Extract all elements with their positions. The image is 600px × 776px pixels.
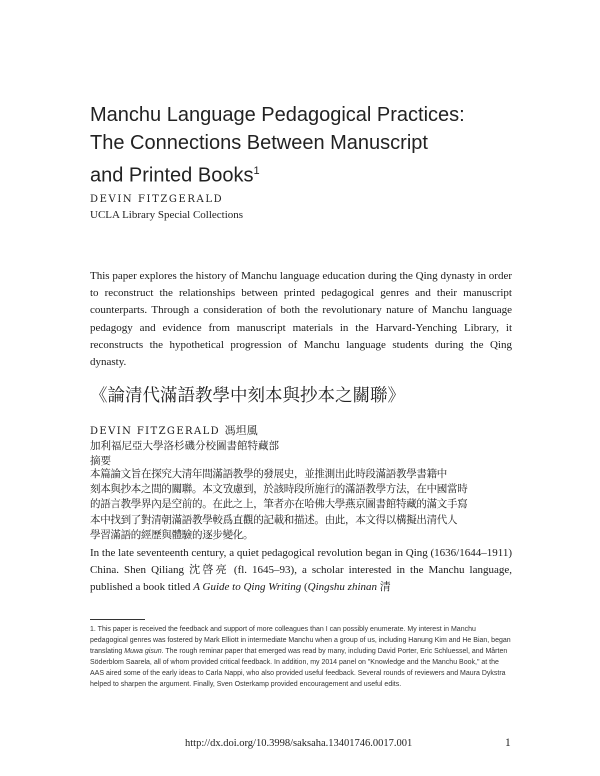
footnote-number: 1. bbox=[90, 626, 96, 633]
page-number: 1 bbox=[505, 737, 511, 749]
footnote-text-b: . The rough reminar paper that emerged was read by many, including David Porter, Eric Schluessel, and Mårten Söderblom Saarela, all of whom provided critical feedback. In addition, my 2014 panel on "Knowledge and the Manchu Book," at the AAS aired some of the early ideas to Carla Nappi, who also provided useful feedback. Several rounds of reviewers and Maura Dykstra helped to sharpen the argument. Finally, Sven Osterkamp provided encouragement and useful edits. bbox=[90, 648, 508, 688]
chinese-abstract-line-1: 本篇論文旨在探究大清年間滿語教學的發展史，並推測出此時段滿語教學書籍中 bbox=[90, 468, 447, 480]
chinese-abstract-line-2: 刻本與抄本之間的關聯。本文攷慮到，於該時段所施行的滿語教學方法，在中國當時 bbox=[90, 483, 468, 496]
body-paragraph bbox=[90, 545, 512, 596]
english-abstract: This paper explores the history of Manchu language education during the Qing dynasty in order to reconstruct the relationships between printed pedagogical genres and their manuscript counterparts. Through a consideration of both the revolutionary nature of Manchu language pedagogy and evidence from manuscript materials in the Harvard-Yenching Library, it reconstructs the hypothetical progression of Manchu language students during the Qing dynasty. bbox=[90, 270, 512, 369]
chinese-title: 《論清代滿語教學中刻本與抄本之關聯》 bbox=[90, 386, 405, 406]
article-title bbox=[90, 101, 530, 190]
chinese-author-latin: DEVIN FITZGERALD bbox=[90, 426, 221, 437]
chinese-author-name: 馮坦風 bbox=[224, 424, 258, 437]
footnote-divider bbox=[90, 619, 145, 620]
body-text-paren: ( bbox=[301, 581, 308, 593]
footnote-italic-term: Muwa gisun bbox=[124, 648, 162, 655]
doi-link[interactable]: http://dx.doi.org/10.3998/saksaha.13401746.0017.001 bbox=[185, 738, 413, 749]
body-text-end: 清 bbox=[377, 581, 391, 593]
chinese-abstract-line-4: 本中找到了對清朝滿語教學較爲直觀的記載和描述。由此，本文得以構擬出清代人 bbox=[90, 513, 458, 526]
chinese-abstract-line-3: 的語言教學界內是空前的。在此之上，筆者亦在哈佛大學燕京圖書館特藏的滿文手寫 bbox=[90, 498, 468, 511]
footnote-text-a: This paper is received the feedback and support of more colleagues than I can possibly enumerate. My interest in Manchu pedagogical genres was fostered by Mark Elliott in intermediate Manchu when a group of us, including Hanung Kim and He Bian, began translating bbox=[90, 626, 511, 655]
book-title: A Guide to Qing Writing bbox=[193, 581, 302, 593]
body-text-start: In the late seventeenth century, a quiet pedagogical revolution began in Qing (1636/1644–1911) China. Shen Qiliang 沈啓亮 (fl. 1645–93), a scholar interested in the Manchu language, published a book titled bbox=[90, 547, 512, 593]
title-line-1: Manchu Language Pedagogical Practices: bbox=[90, 104, 465, 126]
chinese-abstract-heading: 摘要 bbox=[90, 455, 111, 467]
author-affiliation: UCLA Library Special Collections bbox=[90, 209, 244, 221]
chinese-abstract-line-5: 學習滿語的經歷與體驗的逐步變化。 bbox=[90, 528, 254, 541]
author-name: DEVIN FITZGERALD bbox=[90, 194, 224, 205]
title-line-3-text: and Printed Books bbox=[90, 164, 254, 187]
chinese-abstract bbox=[90, 467, 515, 543]
footnote bbox=[90, 624, 512, 690]
title-footnote-marker[interactable]: 1 bbox=[253, 165, 260, 177]
book-title-pinyin: Qingshu zhinan bbox=[307, 581, 378, 593]
title-line-2: The Connections Between Manuscript bbox=[90, 132, 428, 154]
title-line-3 bbox=[90, 157, 530, 190]
chinese-author-line bbox=[90, 422, 258, 438]
chinese-affiliation: 加利福尼亞大學洛杉磯分校圖書館特藏部 bbox=[90, 440, 279, 452]
